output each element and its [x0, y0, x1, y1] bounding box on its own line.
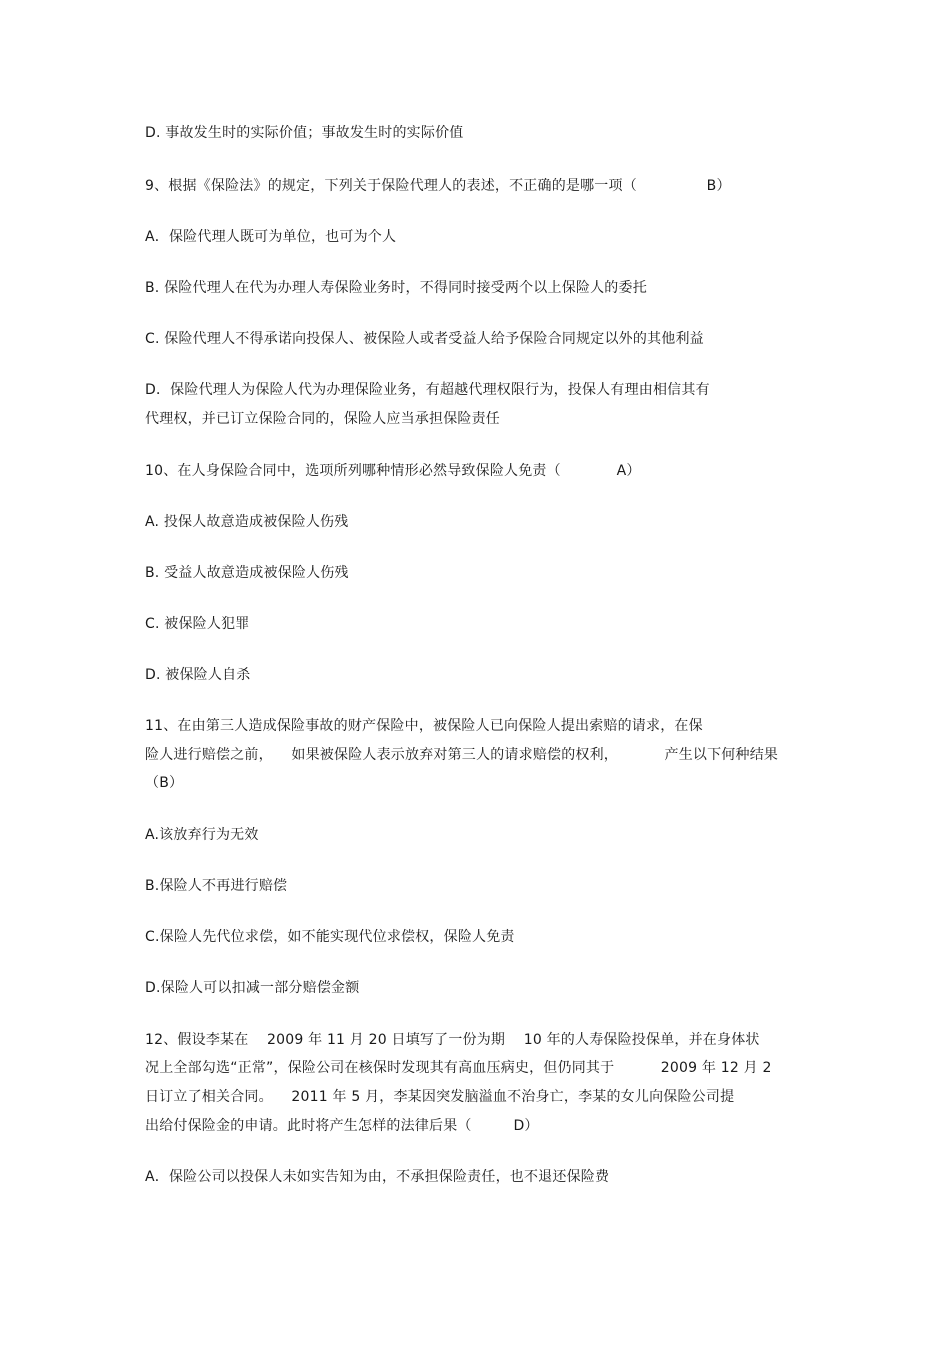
option-11a: A.该放弃行为无效: [145, 827, 259, 843]
option-9d-line2: 代理权，并已订立保险合同的，保险人应当承担保险责任: [145, 411, 500, 427]
question-11-line1: 11、在由第三人造成保险事故的财产保险中，被保险人已向保险人提出索赔的请求，在保: [145, 718, 703, 734]
question-9: 9、根据《保险法》的规定，下列关于保险代理人的表述，不正确的是哪一项（ B）: [145, 178, 731, 194]
question-11-line2: 险人进行赔偿之前， 如果被保险人表示放弃对第三人的请求赔偿的权利， 产生以下何种结果: [145, 747, 779, 763]
option-9a: A．保险代理人既可为单位，也可为个人: [145, 229, 397, 245]
question-10: 10、在人身保险合同中，选项所列哪种情形必然导致保险人免责（ A）: [145, 463, 641, 479]
option-12a: A．保险公司以投保人未如实告知为由，不承担保险责任，也不退还保险费: [145, 1169, 610, 1185]
question-12-line1: 12、假设李某在 2009 年 11 月 20 日填写了一份为期 10 年的人寿保险投保单，并在身体状: [145, 1032, 760, 1048]
option-11c: C.保险人先代位求偿，如不能实现代位求偿权，保险人免责: [145, 929, 515, 945]
option-9c: C. 保险代理人不得承诺向投保人、被保险人或者受益人给予保险合同规定以外的其他利益: [145, 331, 704, 347]
question-12-line3: 日订立了相关合同。 2011 年 5 月，李某因突发脑溢血不治身亡，李某的女儿向保险公司提: [145, 1089, 735, 1105]
option-10d: D. 被保险人自杀: [145, 667, 251, 683]
option-10a: A. 投保人故意造成被保险人伤残: [145, 514, 349, 530]
option-10c: C. 被保险人犯罪: [145, 616, 250, 632]
option-8d: D. 事故发生时的实际价值；事故发生时的实际价值: [145, 125, 464, 141]
option-11d: D.保险人可以扣减一部分赔偿金额: [145, 980, 360, 996]
question-12-line2: 况上全部勾选“正常”，保险公司在核保时发现其有高血压病史，但仍同其于 2009 年 12 月 2: [145, 1060, 772, 1076]
option-9b: B. 保险代理人在代为办理人寿保险业务时，不得同时接受两个以上保险人的委托: [145, 280, 647, 296]
option-11b: B.保险人不再进行赔偿: [145, 878, 288, 894]
option-9d-line1: D．保险代理人为保险人代为办理保险业务，有超越代理权限行为，投保人有理由相信其有: [145, 382, 710, 398]
question-12-line4: 出给付保险金的申请。此时将产生怎样的法律后果（ D）: [145, 1118, 539, 1134]
question-11-answer: （B）: [145, 775, 184, 791]
option-10b: B. 受益人故意造成被保险人伤残: [145, 565, 349, 581]
